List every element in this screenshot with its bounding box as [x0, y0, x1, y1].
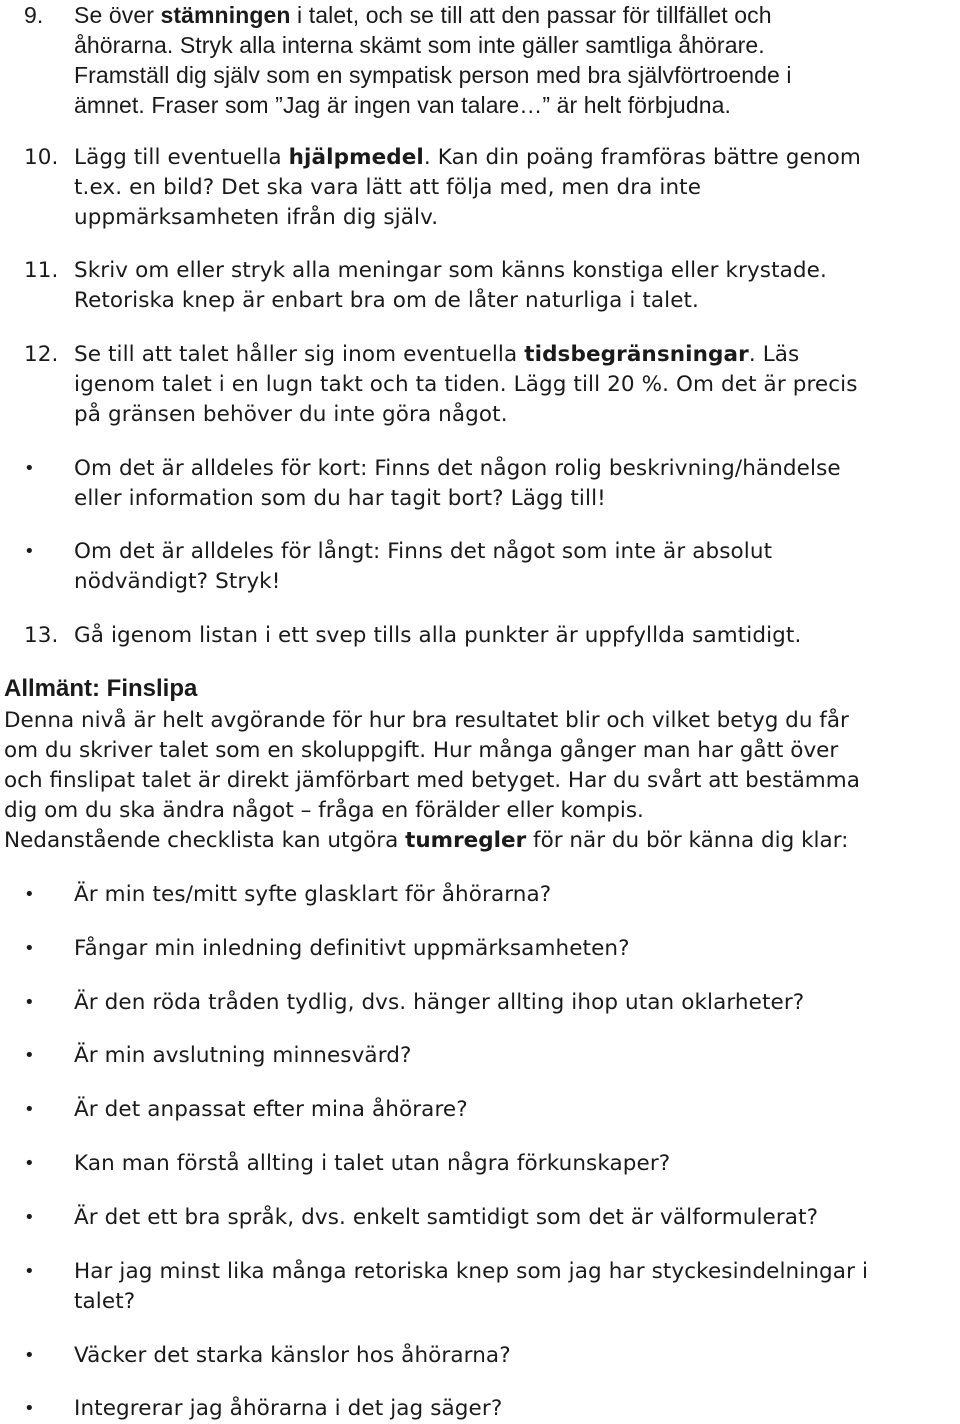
text-line: igenom talet i en lugn takt och ta tiden. Lägg till 20 %. Om det är precis — [74, 372, 858, 397]
bold-term: tidsbegränsningar — [524, 342, 749, 367]
bullet-marker: • — [24, 1045, 35, 1066]
text-line: Om det är alldeles för långt: Finns det något som inte är absolut — [74, 539, 773, 564]
list-marker: 13. — [24, 623, 59, 648]
text-line: Kan man förstå allting i talet utan några förkunskaper? — [74, 1151, 671, 1176]
text-line: Fångar min inledning definitivt uppmärksamheten? — [74, 936, 630, 961]
checklist-text — [74, 1341, 958, 1371]
text-line: Lägg till eventuella hjälpmedel. Kan din poäng framföras bättre genom — [74, 145, 861, 170]
text-line: Retoriska knep är enbart bra om de låter naturliga i talet. — [74, 288, 699, 313]
checklist-text — [74, 1394, 958, 1424]
text-line: Är min tes/mitt syfte glasklart för åhörarna? — [74, 882, 552, 907]
bold-term: tumregler — [405, 828, 527, 853]
bold-term: stämningen — [160, 2, 291, 28]
list-marker: 11. — [24, 258, 59, 283]
text-line: Gå igenom listan i ett svep tills alla punkter är uppfyllda samtidigt. — [74, 623, 802, 648]
text-line: uppmärksamheten ifrån dig själv. — [74, 205, 439, 230]
list-marker: 12. — [24, 342, 59, 367]
text-line: Är det anpassat efter mina åhörare? — [74, 1097, 468, 1122]
bullet-marker: • — [24, 1153, 35, 1174]
bullet-marker: • — [24, 1207, 35, 1228]
text-line: Är det ett bra språk, dvs. enkelt samtidigt som det är välformulerat? — [74, 1205, 819, 1230]
bullet-marker: • — [24, 1398, 35, 1419]
checklist-text — [74, 1203, 958, 1233]
text-line: Är den röda tråden tydlig, dvs. hänger allting ihop utan oklarheter? — [74, 990, 805, 1015]
checklist-text — [74, 934, 958, 964]
text-line: Är min avslutning minnesvärd? — [74, 1043, 412, 1068]
bullet-marker: • — [24, 1345, 35, 1366]
text-line: Integrerar jag åhörarna i det jag säger? — [74, 1396, 503, 1421]
section-heading: Allmänt: Finslipa — [4, 675, 198, 702]
text-line: Väcker det starka känslor hos åhörarna? — [74, 1343, 511, 1368]
bold-term: hjälpmedel — [288, 145, 424, 170]
bullet-marker: • — [24, 1099, 35, 1120]
text-line: Har jag minst lika många retoriska knep som jag har styckesindelningar i — [74, 1259, 869, 1284]
bullet-marker: • — [24, 884, 35, 905]
bullet-marker: • — [24, 992, 35, 1013]
bullet-text — [74, 537, 958, 597]
list-item-text — [74, 621, 958, 651]
list-item-text — [74, 0, 958, 120]
text-line: Skriv om eller stryk alla meningar som känns konstiga eller krystade. — [74, 258, 827, 283]
text-line: t.ex. en bild? Det ska vara lätt att följa med, men dra inte — [74, 175, 702, 200]
text-line: Denna nivå är helt avgörande för hur bra resultatet blir och vilket betyg du får — [4, 708, 849, 733]
checklist-text — [74, 1149, 958, 1179]
text-line: åhörarna. Stryk alla interna skämt som inte gäller samtliga åhörare. — [74, 32, 765, 58]
bullet-marker: • — [24, 1261, 35, 1282]
checklist-text — [74, 880, 958, 910]
text-line: Se över stämningen i talet, och se till att den passar för tillfället och — [74, 2, 772, 28]
bullet-marker: • — [24, 938, 35, 959]
text-line: dig om du ska ändra något – fråga en förälder eller kompis. — [4, 798, 644, 823]
text-line: talet? — [74, 1289, 136, 1314]
list-item-text — [74, 340, 958, 430]
list-item-text — [74, 256, 958, 316]
text-line: om du skriver talet som en skoluppgift. Hur många gånger man har gått över — [4, 738, 839, 763]
text-line: Se till att talet håller sig inom eventuella tidsbegränsningar. Läs — [74, 342, 800, 367]
list-marker: 9. — [24, 2, 44, 28]
list-item-text — [74, 143, 958, 233]
text-line: Framställ dig själv som en sympatisk person med bra självförtroende i — [74, 62, 792, 88]
text-line: Nedanstående checklista kan utgöra tumregler för när du bör känna dig klar: — [4, 828, 849, 853]
text-line: Om det är alldeles för kort: Finns det någon rolig beskrivning/händelse — [74, 456, 841, 481]
checklist-text — [74, 988, 958, 1018]
list-marker: 10. — [24, 145, 59, 170]
text-line: eller information som du har tagit bort? Lägg till! — [74, 486, 606, 511]
checklist-text — [74, 1095, 958, 1125]
text-line: nödvändigt? Stryk! — [74, 569, 281, 594]
text-line: ämnet. Fraser som ”Jag är ingen van talare…” är helt förbjudna. — [74, 92, 731, 118]
checklist-text — [74, 1041, 958, 1071]
text-line: på gränsen behöver du inte göra något. — [74, 402, 508, 427]
bullet-marker: • — [24, 458, 35, 479]
bullet-marker: • — [24, 541, 35, 562]
bullet-text — [74, 454, 958, 514]
text-line: och finslipat talet är direkt jämförbart med betyget. Har du svårt att bestämma — [4, 768, 860, 793]
section-paragraph — [4, 706, 960, 856]
checklist-text — [74, 1257, 958, 1317]
